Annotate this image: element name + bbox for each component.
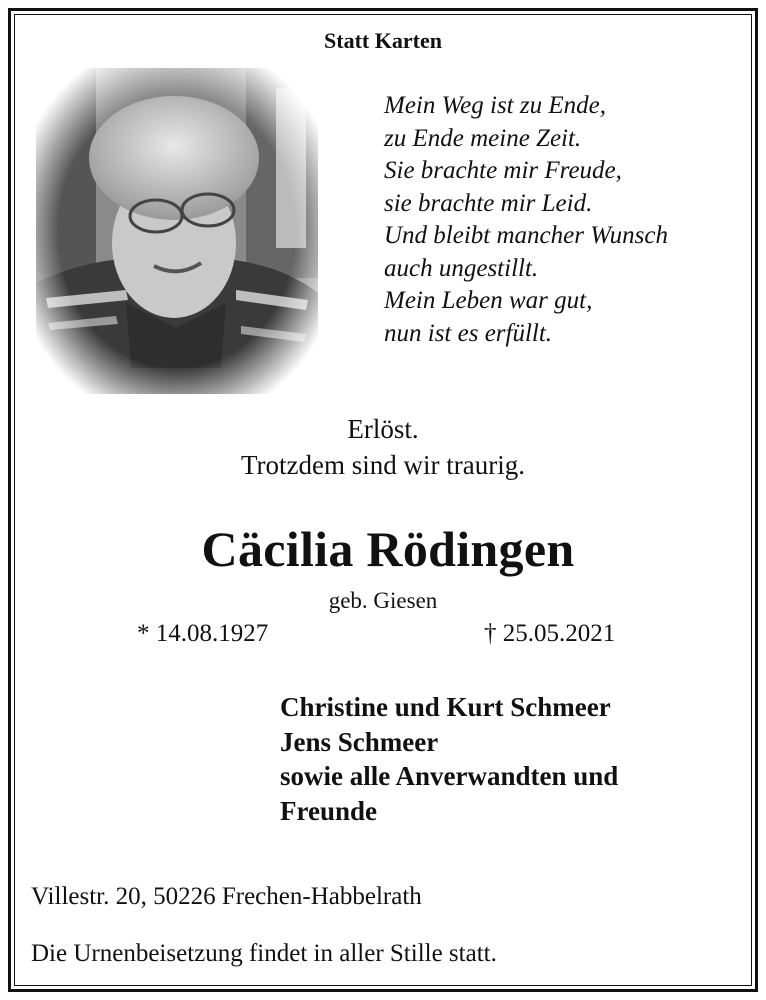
family-line: Freunde: [280, 795, 378, 826]
family-line: Christine und Kurt Schmeer: [280, 692, 611, 722]
quote-line-1: Erlöst.: [347, 414, 419, 444]
poem-line: Mein Leben war gut,: [384, 287, 593, 314]
header-title: Statt Karten: [324, 28, 442, 53]
poem-line: zu Ende meine Zeit.: [384, 124, 582, 152]
poem-line: Und bleibt mancher Wunsch: [384, 222, 668, 249]
maiden-name: geb. Giesen: [328, 588, 438, 613]
death-date: † 25.05.2021: [484, 620, 616, 647]
birth-date: * 14.08.1927: [137, 620, 269, 647]
poem-line: sie brachte mir Leid.: [384, 189, 593, 217]
poem: [384, 90, 668, 350]
address: Villestr. 20, 50226 Frechen-Habbelrath: [31, 883, 422, 910]
quote-line-2: Trotzdem sind wir traurig.: [241, 450, 525, 480]
portrait-illustration: [36, 68, 318, 394]
burial-notice: Die Urnenbeisetzung findet in aller Stille statt.: [31, 940, 497, 967]
family-signatures: [280, 690, 618, 828]
poem-line: Mein Weg ist zu Ende,: [384, 92, 606, 119]
poem-line: auch ungestillt.: [384, 254, 539, 282]
deceased-name: Cäcilia Rödingen: [201, 521, 575, 577]
portrait-photo: [36, 68, 318, 394]
family-line: Jens Schmeer: [280, 726, 439, 757]
family-line: sowie alle Anverwandten und: [280, 761, 619, 791]
poem-line: nun ist es erfüllt.: [384, 319, 553, 347]
poem-line: Sie brachte mir Freude,: [384, 157, 622, 184]
